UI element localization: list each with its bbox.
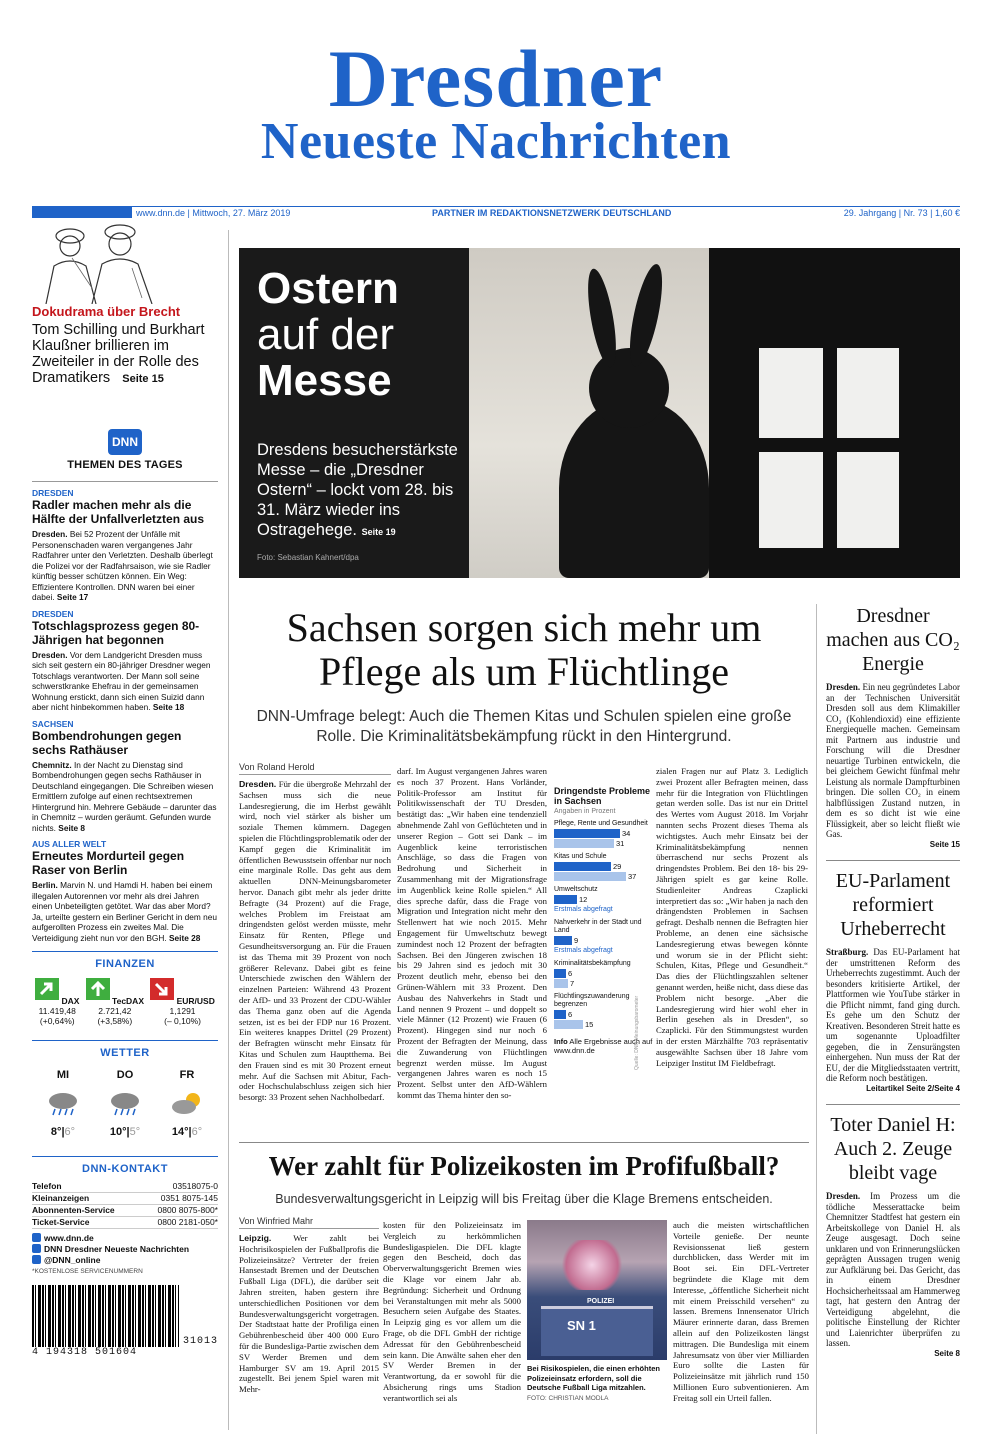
co2-ref: Seite 15 xyxy=(929,839,960,849)
topic-text: Bei 52 Prozent der Unfälle mit Personenschaden waren vergangenes Jahr Radfahrer unter den Verletzten. Deshalb überlegt die Polizei vor der Radfahrsaison, wie sie Radler künftig besser schützen können. Ein Weg: Effizientere Kontrollen. DNN waren bei einer dabei. xyxy=(32,529,213,602)
stock-value: 1,1291 xyxy=(169,1006,196,1016)
chart-value-label: 6 xyxy=(568,969,573,978)
chart-subtitle: Angaben in Prozent xyxy=(554,808,616,815)
chart-info-label: Info xyxy=(554,1037,568,1046)
barcode-block xyxy=(32,1285,218,1347)
chart-bar xyxy=(554,829,654,838)
co2-dateline: Dresden. xyxy=(826,682,861,692)
stock-list xyxy=(32,978,218,1026)
daniel-text: Im Prozess um die tödliche Messerattacke beim Chemnitzer Stadtfest hat gestern ein Arbeitskollege von Daniel H. als Zeuge ausgesagt. Doch seine unklaren und von Erinnerungslücken geprägten Aussagen trugen wenig zur Aufklärung bei. Das Gericht, das in einem Dresdner Hochsicherheitssaal am Hammerweg tagt, hat gestern den Antrag der Verteidigung abgelehnt, die politische Einstellung der Richter und Laienrichter überprüfen zu lassen. xyxy=(826,1191,960,1348)
web-link[interactable] xyxy=(32,1233,218,1244)
police-van-number: SN 1 xyxy=(567,1318,596,1333)
section-divider xyxy=(239,1142,809,1143)
flare-smoke xyxy=(557,1240,627,1290)
eu-body xyxy=(826,947,960,1094)
chart-bar xyxy=(554,839,654,848)
co2-text: Ein neu gegründetes Labor an der Technischen Universität Dresden soll aus dem Klimakiller CO₂ (Kohlendioxid) eine effiziente Energiequelle machen. Gemeinsam mit Partnern aus industrie und Forschung will die Dresdner neuartige Turbinen entwickeln, die bei gleichem Gewicht fünfmal mehr Leistung als normale Dampfturbinen bringen. Die sollen CO₂ in einem halbflüssigen Zustand nutzen, in dem es so dicht ist wie eine Flüssigkeit, aber so leicht fließt wie Gas. xyxy=(826,682,960,839)
weather-day-label: FR xyxy=(179,1069,195,1081)
column-divider xyxy=(228,230,229,1430)
police-col3 xyxy=(673,1220,809,1404)
contact-phone[interactable]: 03518075-0 xyxy=(172,1181,218,1191)
partner-note: PARTNER IM REDAKTIONSNETZWERK DEUTSCHLAND xyxy=(432,208,672,218)
caption-text: Bei Risikospielen, die einen erhöhten Polizeieinsatz erfordern, soll die Deutsche Fußball Liga mitzahlen. xyxy=(527,1364,660,1392)
topic-ref: Seite 28 xyxy=(169,932,201,943)
twitter-link[interactable] xyxy=(32,1255,218,1266)
contact-table xyxy=(32,1181,218,1229)
weather-day[interactable]: MI 8°|6° xyxy=(45,1069,81,1138)
contact-row xyxy=(32,1193,218,1205)
chart-value-label: 7 xyxy=(570,979,575,988)
photo-title-line2: auf der xyxy=(257,310,394,359)
topic-category: DRESDEN xyxy=(32,608,74,619)
topic-dateline: Dresden. xyxy=(32,649,68,660)
globe-icon xyxy=(32,1233,41,1242)
facebook-link-label: DNN Dresdner Neueste Nachrichten xyxy=(44,1244,190,1254)
daniel-dateline: Dresden. xyxy=(826,1191,861,1201)
police-body xyxy=(239,1233,379,1395)
topic-category: SACHSEN xyxy=(32,718,74,729)
finanzen-heading: FINANZEN xyxy=(32,951,218,970)
weather-high: 8° xyxy=(50,1126,62,1138)
topic-item[interactable] xyxy=(32,609,218,713)
chart-bar-fill xyxy=(554,862,611,871)
photo-teaser: Dresdens besucherstärkste Messe – die „Dresdner Ostern“ – lockt vom 28. bis 31. März wieder ins Ostragehege. xyxy=(257,441,458,539)
stock-name: DAX xyxy=(61,996,80,1006)
brecht-text: Tom Schilling und Burkhart Klaußner brillieren im Zweiteiler in der Rolle des Dramatikers xyxy=(32,322,205,386)
kontakt-heading: DNN-KONTAKT xyxy=(32,1156,218,1175)
topic-ref: Seite 8 xyxy=(58,822,86,833)
police-photo[interactable] xyxy=(527,1220,667,1360)
topic-text: In der Nacht zu Dienstag sind Bombendrohungen gegen sechs Rathäuser in Deutschland eingegangen. Die Schreiben wiesen Ermittlern zufolge auf einen rechtsextremen Hintergrund hin. Mehrere Gebäude – darunter das in Chemnitz – wurden geräumt. Gefunden wurde nichts. xyxy=(32,759,217,833)
left-column xyxy=(32,218,218,1358)
stock-value: 2.721,42 xyxy=(98,1006,132,1016)
stock-item[interactable] xyxy=(35,978,79,1026)
stock-value: 11.419,48 xyxy=(38,1006,76,1016)
masthead-line1: Dresdner xyxy=(328,33,664,124)
topic-headline[interactable]: Erneutes Mordurteil gegen Raser von Berlin xyxy=(32,849,185,877)
police-body: auch die meisten wirtschaftlichen Vorteile genieße. Der neunte Revisionssenat ließ gestern durchblicken, dass Werder mit im Boot sei. Ein DFL-Vertreter begründete die Klage mit dem Interesse, „öffentliche Sicherheit nicht mit einem Preisschild versehen“ zu lassen. Bremens Innensenator Ulrich Mäurer erinnerte daran, dass Bremen allein auf den Polizeikosten längst mittragen. Die Bundesliga mit einem Jahresumsatz von über vier Milliarden Euro sollte die Lasten für Polizeieinsätze mit jährlich rund 150 Millionen Euro subventionieren. Am Freitag soll ein Urteil fallen. xyxy=(673,1220,809,1403)
rain-cloud-icon xyxy=(45,1091,81,1117)
topic-dateline: Chemnitz. xyxy=(32,759,72,770)
chart-title: Dringendste Probleme in Sachsen xyxy=(554,786,651,806)
photo-text xyxy=(257,440,467,542)
eu-headline[interactable]: EU-Parlament reformiert Urheberrecht xyxy=(835,870,951,940)
main-byline: Von Roland Herold xyxy=(239,762,391,775)
chart-note: Erstmals abgefragt xyxy=(554,906,613,913)
easter-photo[interactable] xyxy=(239,248,960,578)
brecht-sketch-image[interactable] xyxy=(32,218,218,304)
police-headline[interactable]: Wer zahlt für Polizeikosten im Profifußball? xyxy=(268,1151,780,1181)
topic-item[interactable] xyxy=(32,839,218,943)
weather-forecast xyxy=(32,1069,218,1138)
main-article-col1 xyxy=(239,762,391,1103)
sun-cloud-icon xyxy=(169,1091,205,1117)
topic-body xyxy=(32,760,218,834)
main-article-col2 xyxy=(397,766,547,1101)
issue-number-price: 29. Jahrgang | Nr. 73 | 1,60 € xyxy=(843,208,960,218)
chart-bar-fill xyxy=(554,872,626,881)
police-subheadline: Bundesverwaltungsgericht in Leipzig will bis Freitag über die Klage Bremens entscheiden. xyxy=(275,1192,773,1206)
twitter-link-label: @DNN_online xyxy=(44,1255,101,1265)
topic-item[interactable] xyxy=(32,488,218,603)
chart-value-label: 12 xyxy=(579,895,588,904)
chart-bar-fill xyxy=(554,1010,566,1019)
social-links xyxy=(32,1233,218,1277)
info-bar-accent xyxy=(32,207,132,218)
main-body: darf. Im August vergangenen Jahres waren es noch 37 Prozent. Hans Vorländer, Politik-Professor am Institut für Politikwissenschaft der TU Dresden, bestätigt das: „Wir haben eine tendenziell abnehmende Zahl von Geflüchteten und in unserer Region – Gott sei Dank – im Augenblick keine terroristischen Anschläge, so dass die Fragen von Bedrohung und Sicherheit in Zusammenhang mit der Migrationsfrage im Augenblick keine Rolle spielen.“ All dies spreche dafür, dass die Frage von Migration und Integration nicht mehr den Stellenwert hat wie noch 2015. Mehr Engagement für Umweltschutz bewegt zumindest noch 12 Prozent der befragten Sachsen. Bei den Jüngeren zwischen 18 bis 29 Jahren sind es jedoch mit 30 Prozent deutlich mehr, ebenso bei den Grünen-Wählern mit 33 Prozent. Den Ausbau des Nahverkehrs in Stadt und Land nennen 9 Prozent – und doppelt so viele Männer (12 Prozent) wie Frauen (6 Prozent). Hingegen sind nur noch 6 Prozent der Befragten der Meinung, dass die Zuwanderung von Flüchtlingen begrenzt werden müsse. Im August vergangenen Jahres waren es noch 15 Prozent. Selbst unter den AfD-Wählern kommt das Thema hinter den so- xyxy=(397,766,547,1100)
police-photo-caption xyxy=(527,1364,667,1403)
police-body: kosten für den Polizeieinsatz im Vergleich zu herkömmlichen Bundesligaspielen. Die DFL klagte gegen den Bescheid, doch das Oberverwaltungsgericht Bremen wies die Klage vor einem Jahr ab. Begründung: Sicherheit und Ordnung bei Veranstaltungen mit mehr als 5000 Besuchern seien Aufgabe des Staates. In Leipzig ging es vor allem um die Frage, ob die DFL GmbH der richtige Adressat für den Gebührenbescheid sein kann. Die Anwälte sahen eher den SV Werder Bremen in der Verantwortung, da er sowohl für die Absicherung rings ums Stadion verantwortlich sei als xyxy=(383,1220,521,1403)
weather-low: 6° xyxy=(64,1126,76,1138)
masthead[interactable] xyxy=(0,33,992,170)
main-text: Für die übergroße Mehrzahl der Sachsen muss sich die neue Landesregierung, die im Herbst gewählt wird, noch viel stärker als bisher um soziale Themen kümmern. Dagegen spielen die Flüchtlingsproblematik oder der Kampf gegen die Kriminalität im öffentlichen Bewusstsein offenbar nur noch eine marginale Rolle. Das geht aus dem aktuellen DNN-Meinungsbarometer hervor. Danach gibt mehr als jeder dritte Befragte (34 Prozent) auf die Frage, welches Problem im Freistaat am dringendsten gelöst werden müsste, mehr Einsatz für Renten, Pflege und Gesundheitsversorgung an. Für die Frauen ist das Thema mit 39 Prozent von noch größerer Relevanz. Dabei gibt es feine Unterschiede zwischen den Wählern der einzelnen Parteien: Während 43 Prozent der AfD- und 33 Prozent der CDU-Wähler das Thema ganz oben auf die Agenda setzen, ist es bei der FDP nur 16 Prozent. Ein weiteres knappes Drittel (29 Prozent) der Befragten wünscht mehr Einsatz für Kitas und Schulen zum Hauptthema. Bei den Frauen sind es mit 30 Prozent erneut mehr. Auf die Sachsen mit Abitur, Fach- oder Hochschulabschluss zeigen sich hier besorgt: 33 Prozent sehen Nachholbedarf. xyxy=(239,779,392,1103)
chart-bar-fill xyxy=(554,895,577,904)
weather-day-label: DO xyxy=(116,1069,134,1081)
chart-category-label: Pflege, Rente und Gesundheit xyxy=(554,820,648,827)
wetter-heading: WETTER xyxy=(32,1040,218,1059)
main-subheadline: DNN-Umfrage belegt: Auch die Themen Kitas und Schulen spielen eine große Rolle. Die Kriminalitätsbekämpfung rückt in den Hintergrund. xyxy=(256,708,792,745)
photo-title[interactable] xyxy=(257,266,399,404)
contact-label: Kleinanzeigen xyxy=(32,1193,90,1203)
facebook-icon xyxy=(32,1244,41,1253)
co2-article[interactable] xyxy=(826,604,960,850)
daniel-body xyxy=(826,1191,960,1359)
stock-change: (+0,64%) xyxy=(39,1016,75,1026)
eu-text: Das EU-Parlament hat der umstrittenen Reform des Urheberrechts zugestimmt. Auch der besonders kritisierte Artikel, der Plattformen wie YouTube stärker in die Pflicht nimmt, fand ging durch. Es gehe um den Schutz der Kreativen. Besonderen Streit hatte es um sogenannte Uploadfilter gegeben, die in Zensurängsten einhergehen. Nun muss der Rat der EU, der die Mitgliedsstaaten vertritt, die Reform noch bestätigen. xyxy=(826,947,960,1083)
chart-category-label: Flüchtlingszuwanderung begrenzen xyxy=(554,993,630,1008)
police-van xyxy=(541,1306,653,1356)
contact-phone[interactable]: 0800 8075-800* xyxy=(157,1205,218,1215)
police-dateline: Leipzig. xyxy=(239,1233,272,1243)
chart-category-label: Kriminalitätsbekämpfung xyxy=(554,960,631,967)
contact-label: Ticket-Service xyxy=(32,1217,90,1227)
barcode-issue: 31013 xyxy=(182,1336,218,1347)
co2-body xyxy=(826,682,960,850)
weather-low: 6° xyxy=(191,1126,203,1138)
contact-label: Telefon xyxy=(32,1181,62,1191)
eu-ref: Leitartikel Seite 2/Seite 4 xyxy=(866,1083,960,1093)
arrow-down-right-icon xyxy=(150,978,174,1000)
photo-credit: Foto: Sebastian Kahnert/dpa xyxy=(257,553,359,562)
twitter-icon xyxy=(32,1255,41,1264)
police-van-label: POLIZEI xyxy=(587,1298,615,1305)
chart-bar-fill xyxy=(554,969,566,978)
main-dateline: Dresden. xyxy=(239,779,277,789)
facebook-link[interactable] xyxy=(32,1244,218,1255)
brecht-ref: Seite 15 xyxy=(122,373,164,385)
chart-value-label: 6 xyxy=(568,1010,573,1019)
chart-bar-fill xyxy=(554,829,620,838)
topic-body xyxy=(32,650,218,713)
chart-bar-fill xyxy=(554,839,614,848)
eu-article[interactable] xyxy=(826,860,960,1094)
main-article-col3 xyxy=(656,766,808,1068)
topic-ref: Seite 17 xyxy=(56,592,89,602)
photo-title-line3: Messe xyxy=(257,356,392,405)
contact-label: Abonnenten-Service xyxy=(32,1205,115,1215)
chart-source: Quelle: DNN-Meinungsbarometer xyxy=(634,995,640,1070)
daniel-ref: Seite 8 xyxy=(934,1348,960,1358)
daniel-headline[interactable]: Toter Daniel H: Auch 2. Zeuge bleibt vage xyxy=(830,1114,956,1184)
daniel-article[interactable] xyxy=(826,1104,960,1359)
stock-item[interactable] xyxy=(150,978,215,1026)
police-col2 xyxy=(383,1220,521,1404)
brecht-teaser[interactable] xyxy=(32,322,218,387)
info-bar xyxy=(32,206,960,218)
stock-name: TecDAX xyxy=(112,996,144,1006)
chart-bar-fill xyxy=(554,1020,583,1029)
brecht-sketch-icon xyxy=(32,218,218,304)
chart-note: Erstmals abgefragt xyxy=(554,947,613,954)
photo-title-line1: Ostern xyxy=(257,264,399,313)
topic-dateline: Dresden. xyxy=(32,529,68,539)
chart-bar-fill xyxy=(554,936,572,945)
topic-text: Marvin N. und Hamdi H. haben bei einem illegalen Autorennen vor mehr als drei Jahren einen Unbeteiligten getötet. War das aber Mord? Ja, urteilte gestern ein Berliner Gericht in dem neu aufgerollten Prozess ein zweites Mal. Die Verteidigung zieht nun vor den BGH. xyxy=(32,880,217,943)
main-body xyxy=(239,779,391,1103)
chart-value-label: 31 xyxy=(616,839,625,848)
topic-body xyxy=(32,880,218,943)
chart-info-text: Alle Ergebnisse auch auf www.dnn.de xyxy=(554,1037,653,1055)
contact-row xyxy=(32,1205,218,1217)
chart-bar-fill xyxy=(554,979,568,988)
chart-value-label: 9 xyxy=(574,936,579,945)
weather-low: 5° xyxy=(129,1126,141,1138)
bunny-silhouette-head xyxy=(589,348,669,428)
main-body: zialen Fragen nur auf Platz 3. Lediglich zwei Prozent aller Befragten meinen, dass mehr für die Integration von Flüchtlingen getan werden solle. Das ist nur ein Drittel des Wertes vom August 2018. Im Vorjahr nannten sechs Prozent dieses Thema als wichtigstes. Auch mehr Einsatz bei der Kriminalitätsbekämpfung nennen überraschend nur sechs Prozent als dringendstes Problem. Bei den 18- bis 29-Jährigen spielt es gar keine Rolle. Studienleiter Andreas Czaplicki interpretiert das so: „Wir haben ja nach den drängendsten Problemen in Sachsen gefragt. Deshalb nennen die Befragten hier Probleme, an denen eine sächsische Landesregierung etwas bewegen könnte und worum sie in der Pflicht sieht: Schulen, Kitas, Pflege und Gesundheit.“ Das dies der Flüchtlingszahlen seltener genannt werden, heiße nicht, dass diese das Problem nicht besorge. „Aber die Landesregierung wird hier wohl eher in Berlin gesehen als in Dresden“, so Czaplicki. Für den Stimmungstest wurden in der ersten Märzhälfte 703 repräsentativ ausgewählte Sachsen über 18 Jahre vom Leipziger Institut IM Fieldbefragt. xyxy=(656,766,808,1068)
topic-headline[interactable]: Radler machen mehr als die Hälfte der Unfallverletzten aus xyxy=(32,498,205,526)
chart-category-label: Nahverkehr in der Stadt und Land xyxy=(554,919,642,934)
topic-item[interactable] xyxy=(32,719,218,834)
arrow-up-right-icon xyxy=(35,978,59,1000)
topic-dateline: Berlin. xyxy=(32,880,58,890)
chart-value-label: 29 xyxy=(613,862,622,871)
masthead-line2: Neueste Nachrichten xyxy=(260,113,732,170)
web-link-label: www.dnn.de xyxy=(44,1233,94,1243)
topic-category: DRESDEN xyxy=(32,488,74,498)
contact-phone[interactable]: 0351 8075-145 xyxy=(160,1193,218,1203)
barcode-number: 4 194318 501604 xyxy=(32,1347,138,1358)
police-byline: Von Winfried Mahr xyxy=(239,1216,379,1229)
stock-change: (+3,58%) xyxy=(97,1016,133,1026)
weather-high: 14° xyxy=(171,1126,189,1138)
topic-body xyxy=(32,529,218,603)
police-col1 xyxy=(239,1216,379,1395)
police-text: Wer zahlt bei Hochrisikospielen der Fußballprofis die Polizeieinsätze? Vertreter der freien Hansestadt Bremen und der Deutschen Fußball Liga (DFL), die darüber seit Jahren streiten, haben gestern ihre unterschiedlichen Positionen vor dem Bundesverwaltungsgericht vorgetragen. Der Stadtstaat hatte der Profiliga einen Gebührenbescheid über 400 000 Euro für die Bundesliga-Partie zwischen dem SV Werder Bremen und dem Hamburger SV am 19. April 2015 zugestellt. Bei jenem Spiel waren mit Mehr- xyxy=(239,1233,380,1395)
weather-day-label: MI xyxy=(56,1069,70,1081)
photo-ref: Seite 19 xyxy=(361,527,396,537)
dnn-logo-icon: DNN xyxy=(108,429,142,455)
rain-cloud-icon xyxy=(107,1091,143,1117)
chart-category-label: Kitas und Schule xyxy=(554,853,607,860)
topic-ref: Seite 18 xyxy=(152,702,185,712)
chart-value-label: 37 xyxy=(628,872,637,881)
themen-heading: THEMEN DES TAGES xyxy=(32,459,218,482)
chart-value-label: 34 xyxy=(622,829,631,838)
weather-high: 10° xyxy=(109,1126,127,1138)
barcode xyxy=(32,1285,179,1347)
photo-window-bar xyxy=(823,348,837,548)
co2-headline[interactable]: Dresdner machen aus CO₂ Energie xyxy=(826,605,960,675)
eu-dateline: Straßburg. xyxy=(826,947,869,957)
issue-date[interactable]: www.dnn.de | Mittwoch, 27. März 2019 xyxy=(136,208,291,218)
caption-credit: FOTO: CHRISTIAN MODLA xyxy=(527,1394,609,1402)
contact-phone[interactable]: 0800 2181-050* xyxy=(157,1217,218,1227)
weather-day[interactable]: DO 10°|5° xyxy=(107,1069,143,1138)
service-note: *KOSTENLOSE SERVICENUMMERN xyxy=(32,1268,143,1275)
chart-value-label: 15 xyxy=(585,1020,594,1029)
column-divider xyxy=(816,604,817,1434)
topic-category: AUS ALLER WELT xyxy=(32,839,107,849)
right-column xyxy=(826,604,960,1359)
weather-day[interactable]: FR 14°|6° xyxy=(169,1069,205,1138)
arrow-up-icon xyxy=(86,978,110,1000)
topic-headline[interactable]: Bombendrohungen gegen sechs Rathäuser xyxy=(32,728,182,757)
stock-name: EUR/USD xyxy=(176,996,215,1006)
topic-text: Vor dem Landgericht Dresden muss sich seit gestern ein 80-jähriger Dresdner wegen Totschlags verantworten. Der Mann soll seine schwerstkranke Ehefrau in der gemeinsamen Wohnung erstickt, dann sich einen Suizid dann aber nicht hinbekommen haben. xyxy=(32,649,211,712)
contact-row xyxy=(32,1217,218,1229)
main-headline[interactable]: Sachsen sorgen sich mehr um Pflege als um Flüchtlinge xyxy=(286,605,762,694)
brecht-kicker[interactable]: Dokudrama über Brecht xyxy=(32,304,181,319)
contact-row xyxy=(32,1181,218,1193)
chart-bar xyxy=(554,862,654,871)
stock-change: (– 0,10%) xyxy=(164,1016,201,1026)
chart-category-label: Umweltschutz xyxy=(554,886,598,893)
topic-headline[interactable]: Totschlagsprozess gegen 80-Jährigen hat begonnen xyxy=(32,618,200,647)
stock-item[interactable] xyxy=(86,978,144,1026)
